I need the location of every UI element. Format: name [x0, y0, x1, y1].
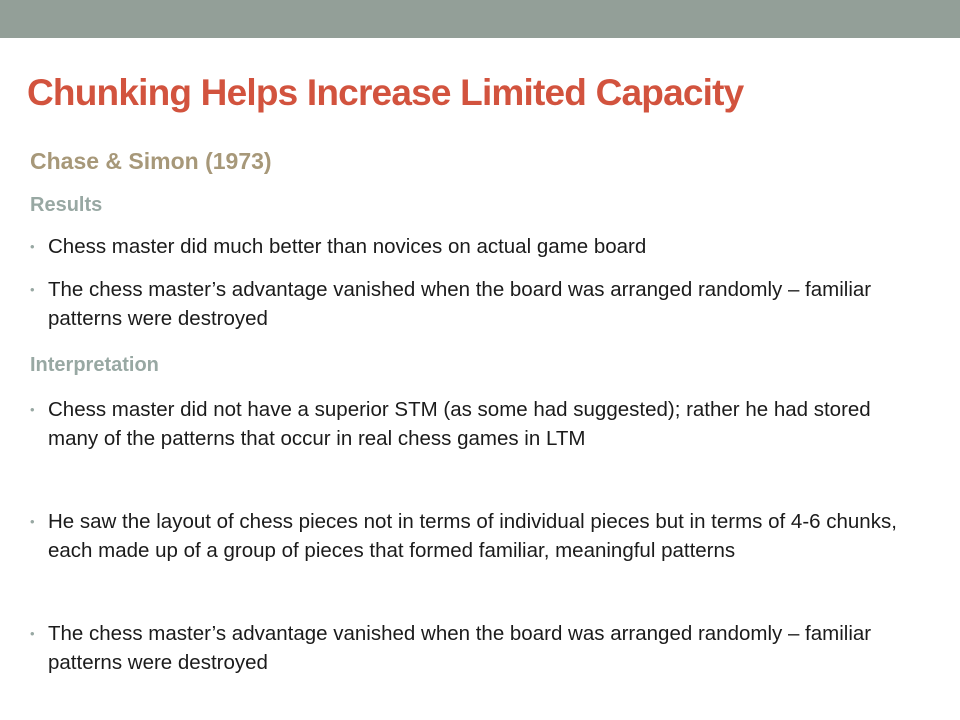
bullet-text: Chess master did not have a superior STM (as some had suggested); rather he had stored many of the patterns that occur in real chess games in LTM [48, 398, 871, 450]
bullet-dot-icon: • [30, 282, 35, 297]
bullet-text: The chess master’s advantage vanished when the board was arranged randomly – familiar patterns were destroyed [48, 622, 872, 674]
bullet-dot-icon: • [30, 514, 35, 529]
top-accent-bar [0, 0, 960, 38]
bullet-item [30, 233, 920, 262]
bullet-text: Chess master did much better than novices on actual game board [48, 235, 647, 258]
bullet-dot-icon: • [30, 402, 35, 417]
slide-subtitle: Chase & Simon (1973) [30, 148, 272, 174]
bullet-text: He saw the layout of chess pieces not in terms of individual pieces but in terms of 4-6 chunks, each made up of a group of pieces that formed familiar, meaningful patterns [48, 510, 897, 562]
bullet-item [30, 508, 920, 565]
bullet-item [30, 276, 920, 333]
bullet-dot-icon: • [30, 239, 35, 254]
slide-title: Chunking Helps Increase Limited Capacity [27, 72, 744, 113]
section-heading-interpretation: Interpretation [30, 354, 159, 376]
bullet-item [30, 620, 920, 677]
bullet-text: The chess master’s advantage vanished when the board was arranged randomly – familiar patterns were destroyed [48, 278, 872, 330]
bullet-dot-icon: • [30, 626, 35, 641]
bullet-item [30, 396, 920, 453]
section-heading-results: Results [30, 194, 103, 216]
